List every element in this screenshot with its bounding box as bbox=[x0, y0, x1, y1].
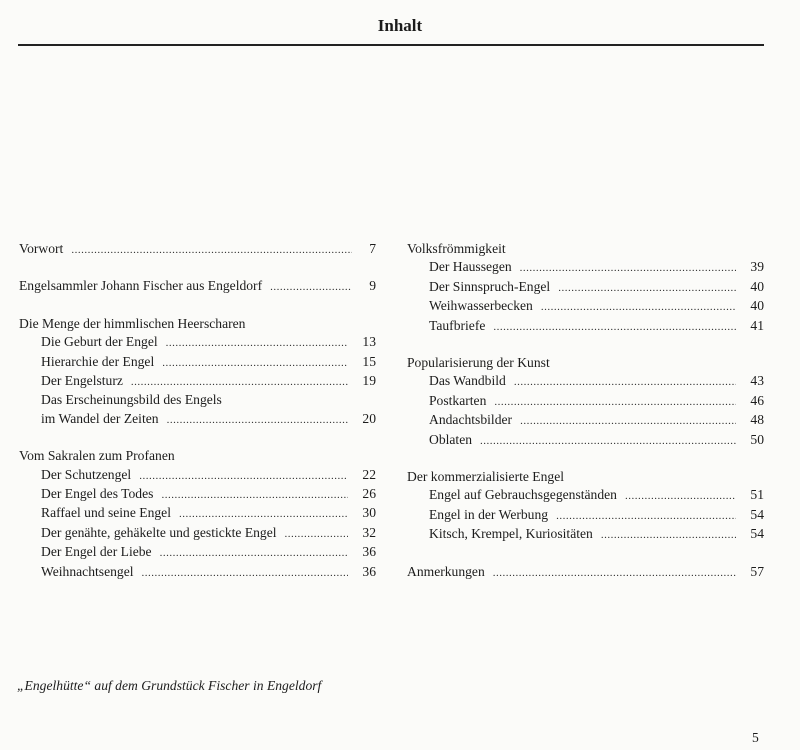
title-rule bbox=[18, 44, 764, 46]
toc-entry-page: 13 bbox=[362, 334, 376, 350]
toc-leader-dots bbox=[161, 486, 348, 504]
toc-subentry bbox=[407, 317, 764, 336]
toc-entry-title: Oblaten bbox=[429, 431, 473, 447]
toc-entry-page: 54 bbox=[750, 526, 764, 542]
toc-entry-page: 9 bbox=[369, 278, 376, 294]
toc-entry-title: Vorwort bbox=[19, 241, 64, 256]
toc-entry-page: 43 bbox=[750, 373, 764, 389]
toc-entry-page: 15 bbox=[362, 353, 376, 369]
toc-entry-title: Weihwasserbecken bbox=[429, 298, 533, 314]
toc-leader-dots bbox=[166, 334, 348, 352]
toc-right-column bbox=[407, 240, 764, 600]
toc-entry-title: Der Engel des Todes bbox=[41, 486, 154, 502]
image-caption: „Engelhütte“ auf dem Grundstück Fischer in Engeldorf bbox=[17, 678, 322, 693]
toc-section bbox=[407, 563, 764, 582]
toc-subentry bbox=[407, 392, 764, 411]
toc-entry-page: 41 bbox=[750, 317, 764, 333]
toc-section-heading: Die Menge der himmlischen Heerscharen bbox=[19, 315, 246, 331]
toc-section bbox=[19, 447, 376, 582]
toc-subentry bbox=[407, 278, 764, 297]
toc-leader-dots bbox=[167, 411, 348, 429]
toc-entry bbox=[407, 563, 764, 582]
toc-leader-dots bbox=[541, 298, 736, 316]
toc-entry-page: 36 bbox=[362, 563, 376, 579]
toc-section bbox=[19, 315, 376, 429]
toc-subentry-line: Das Erscheinungsbild des Engels bbox=[41, 392, 222, 408]
toc-entry-title: Postkarten bbox=[429, 392, 487, 408]
toc-entry-page: 30 bbox=[362, 505, 376, 521]
toc-entry-title: Der genähte, gehäkelte und gestickte Engel bbox=[41, 524, 277, 540]
toc-entry-title: Engelsammler Johann Fischer aus Engeldorf bbox=[19, 278, 263, 294]
toc-subentry bbox=[19, 485, 376, 504]
toc-leader-dots bbox=[179, 505, 348, 523]
toc-entry-page: 36 bbox=[362, 544, 376, 560]
toc-entry-page: 20 bbox=[362, 410, 376, 426]
toc-leader-dots bbox=[131, 373, 348, 391]
toc-entry-page: 26 bbox=[362, 486, 376, 502]
toc-entry-page: 32 bbox=[362, 524, 376, 540]
toc-leader-dots bbox=[556, 507, 736, 525]
toc-section bbox=[407, 468, 764, 545]
toc-entry-title: Die Geburt der Engel bbox=[41, 334, 158, 350]
toc-subentry bbox=[19, 372, 376, 391]
toc-entry-page: 46 bbox=[750, 392, 764, 408]
toc-subentry bbox=[19, 466, 376, 485]
toc-entry-title: Der Schutzengel bbox=[41, 466, 132, 482]
toc-leader-dots bbox=[558, 279, 736, 297]
toc-section-heading: Popularisierung der Kunst bbox=[407, 355, 550, 371]
toc-leader-dots bbox=[514, 373, 736, 391]
toc-leader-dots bbox=[493, 564, 736, 582]
toc-subentry bbox=[407, 431, 764, 450]
toc-subentry bbox=[19, 524, 376, 543]
toc-leader-dots bbox=[494, 393, 736, 411]
toc-section-heading: Volksfrömmigkeit bbox=[407, 241, 506, 256]
toc-leader-dots bbox=[285, 525, 348, 543]
toc-entry-title: Anmerkungen bbox=[407, 563, 485, 579]
toc-leader-dots bbox=[480, 432, 736, 450]
toc-entry-title: im Wandel der Zeiten bbox=[41, 410, 159, 426]
toc-subentry bbox=[19, 333, 376, 352]
toc-leader-dots bbox=[142, 564, 348, 582]
toc-leader-dots bbox=[162, 354, 348, 372]
toc-leader-dots bbox=[601, 526, 736, 544]
toc-entry-title: Taufbriefe bbox=[429, 317, 486, 333]
toc-entry-page: 57 bbox=[750, 563, 764, 579]
toc-subentry bbox=[407, 411, 764, 430]
toc-entry-title: Hierarchie der Engel bbox=[41, 353, 155, 369]
toc-entry-title: Andachtsbilder bbox=[429, 412, 513, 428]
toc-entry-page: 40 bbox=[750, 278, 764, 294]
toc-entry-page: 51 bbox=[750, 487, 764, 503]
toc-leader-dots bbox=[520, 412, 736, 430]
page-title: Inhalt bbox=[377, 16, 423, 35]
toc-entry-page: 54 bbox=[750, 506, 764, 522]
toc-leader-dots bbox=[160, 544, 348, 562]
toc-entry-title: Weihnachtsengel bbox=[41, 563, 134, 579]
toc-entry-title: Engel auf Gebrauchsgegenständen bbox=[429, 487, 617, 503]
toc-subentry bbox=[407, 297, 764, 316]
toc-entry-title: Engel in der Werbung bbox=[429, 506, 549, 522]
toc-entry-title: Der Sinnspruch-Engel bbox=[429, 278, 551, 294]
toc-subentry bbox=[19, 563, 376, 582]
toc-entry bbox=[19, 277, 376, 296]
toc-leader-dots bbox=[625, 487, 736, 505]
toc-section bbox=[407, 354, 764, 450]
toc-leader-dots bbox=[270, 278, 352, 296]
toc-left-column bbox=[19, 240, 376, 600]
toc-subentry bbox=[407, 486, 764, 505]
toc-subentry bbox=[407, 506, 764, 525]
toc-entry-page: 22 bbox=[362, 466, 376, 482]
toc-subentry bbox=[19, 410, 376, 429]
toc-subentry bbox=[19, 504, 376, 523]
toc-entry-page: 50 bbox=[750, 431, 764, 447]
toc-entry-title: Kitsch, Krempel, Kuriositäten bbox=[429, 526, 593, 542]
toc-entry-title: Der Engelsturz bbox=[41, 373, 123, 389]
toc-entry-page: 7 bbox=[369, 241, 376, 256]
toc-section-heading: Vom Sakralen zum Profanen bbox=[19, 448, 175, 464]
toc-entry-page: 19 bbox=[362, 373, 376, 389]
toc-leader-dots bbox=[493, 318, 736, 336]
toc-leader-dots bbox=[139, 467, 348, 485]
toc-section bbox=[19, 240, 376, 259]
toc-entry-title: Der Haussegen bbox=[429, 259, 512, 275]
toc-leader-dots bbox=[520, 259, 736, 277]
toc-entry bbox=[19, 240, 376, 259]
toc-subentry bbox=[407, 372, 764, 391]
toc-entry-title: Das Wandbild bbox=[429, 373, 506, 389]
page-number: 5 bbox=[752, 730, 759, 745]
toc-subentry bbox=[407, 258, 764, 277]
toc-subentry bbox=[407, 525, 764, 544]
toc-section bbox=[19, 277, 376, 296]
toc-entry-page: 39 bbox=[750, 259, 764, 275]
toc-entry-title: Der Engel der Liebe bbox=[41, 544, 152, 560]
toc-section-heading: Der kommerzialisierte Engel bbox=[407, 469, 565, 485]
toc-entry-page: 48 bbox=[750, 412, 764, 428]
toc-entry-title: Raffael und seine Engel bbox=[41, 505, 171, 521]
toc-entry-page: 40 bbox=[750, 298, 764, 314]
toc-leader-dots bbox=[71, 241, 352, 259]
toc-subentry bbox=[19, 543, 376, 562]
toc-section bbox=[407, 240, 764, 336]
toc-subentry bbox=[19, 353, 376, 372]
